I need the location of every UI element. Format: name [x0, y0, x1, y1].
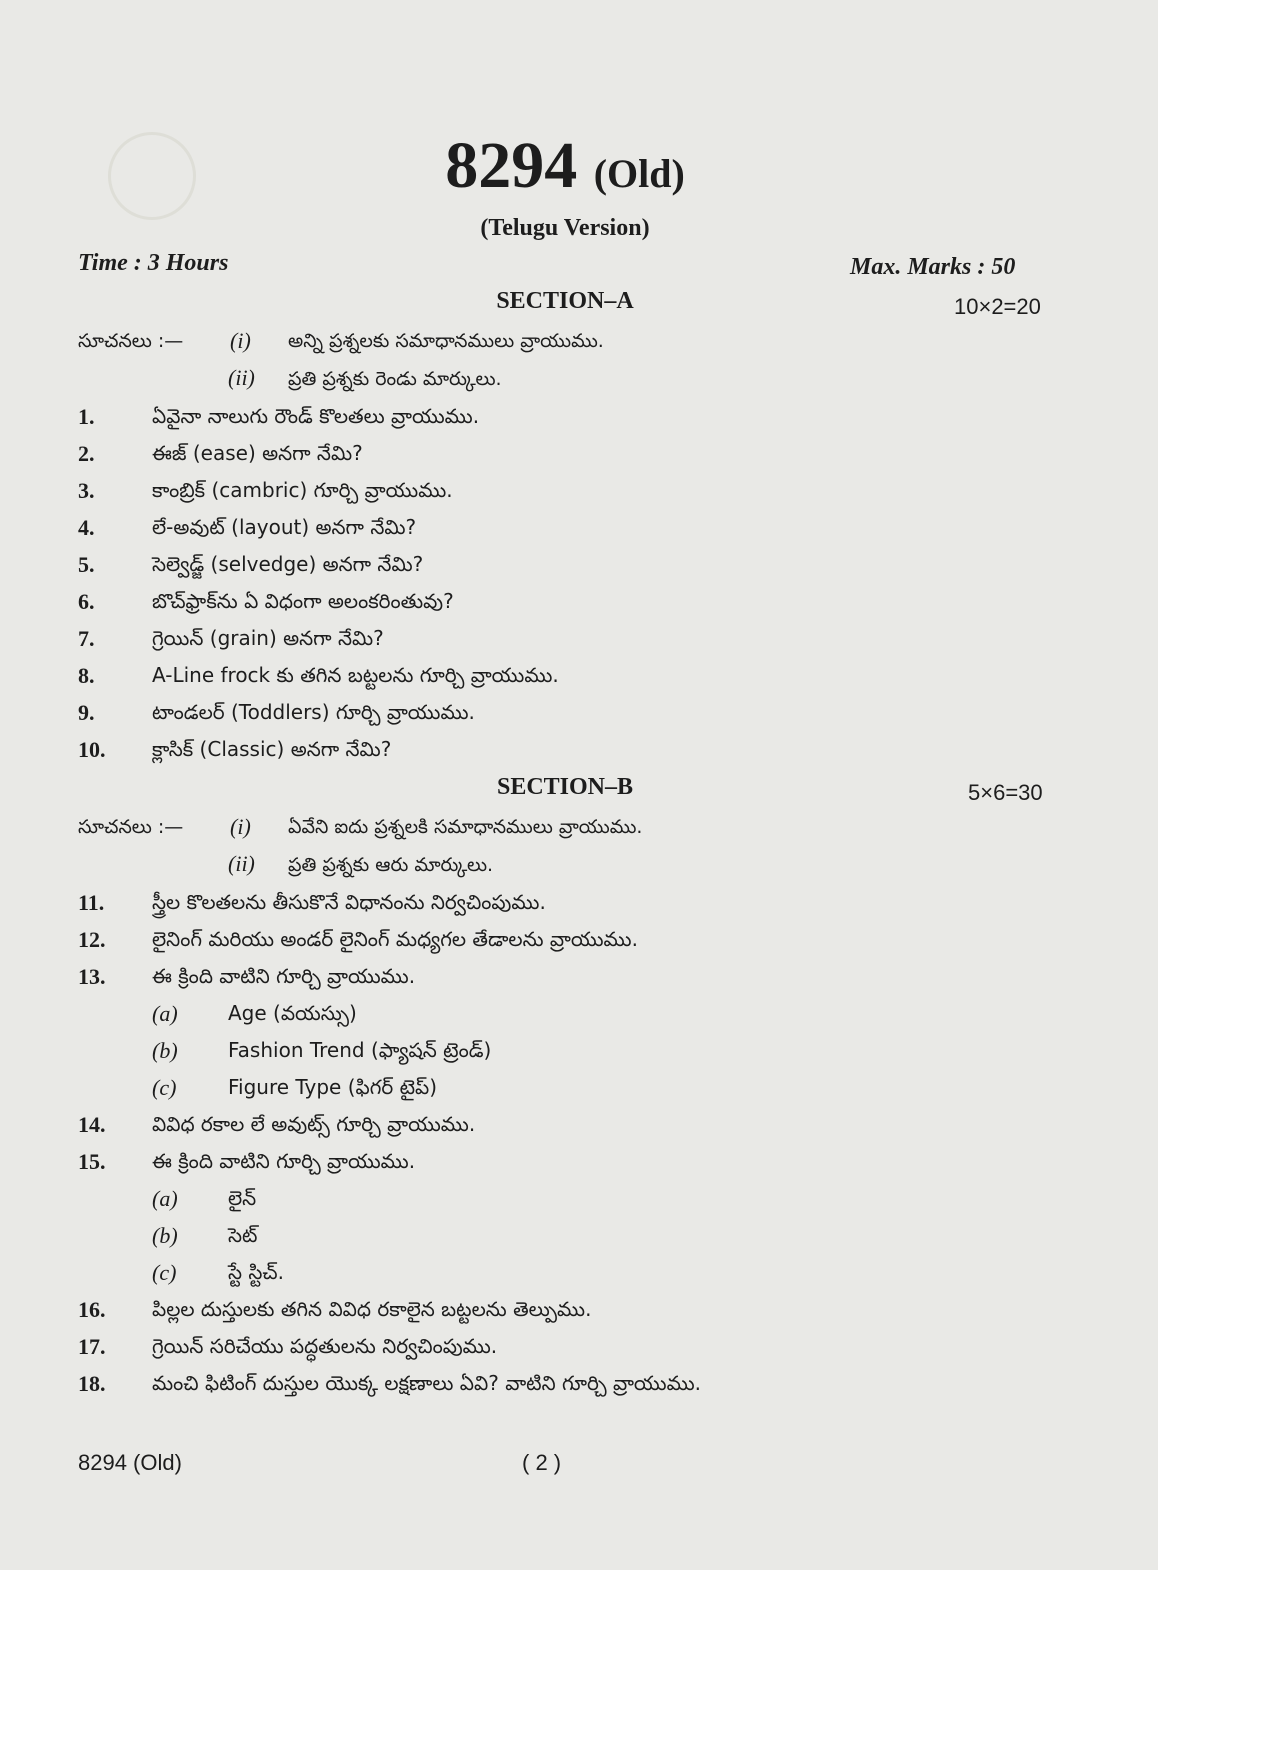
question-number: 3. [78, 478, 95, 503]
sub-question-text: Age (వయస్సు) [228, 1001, 357, 1025]
paper-code [0, 128, 1130, 204]
question-text: కాంబ్రిక్ (cambric) గూర్చి వ్రాయుము. [152, 478, 453, 502]
question-text: లే-అవుట్ (layout) అనగా నేమి? [152, 515, 417, 539]
question-number: 6. [78, 589, 95, 614]
question-text: క్లాసిక్ (Classic) అనగా నేమి? [152, 737, 392, 761]
section-b-marks: 5×6=30 [968, 780, 1043, 805]
sub-question-text: Fashion Trend (ఫ్యాషన్ ట్రెండ్) [228, 1038, 492, 1062]
question-number: 7. [78, 626, 95, 651]
sub-question-label: (c) [152, 1260, 177, 1285]
question-text: ఈజ్ (ease) అనగా నేమి? [152, 441, 363, 465]
section-b-instruction-num: (ii) [228, 851, 255, 876]
sub-question-label: (c) [152, 1075, 177, 1100]
sub-question-label: (b) [152, 1223, 178, 1248]
question-text: A-Line frock కు తగిన బట్టలను గూర్చి వ్రాయుము. [152, 663, 559, 687]
section-a-marks: 10×2=20 [954, 294, 1041, 319]
max-marks-label: Max. Marks : 50 [850, 254, 1016, 280]
question-number: 14. [78, 1112, 106, 1137]
question-number: 11. [78, 890, 105, 915]
section-a-instruction-text: ప్రతి ప్రశ్నకు రెండు మార్కులు. [288, 368, 502, 390]
section-b-instruction-num: (i) [230, 814, 251, 839]
question-number: 4. [78, 515, 95, 540]
question-text: గ్రెయిన్ సరిచేయు పద్ధతులను నిర్వచింపుము. [152, 1334, 498, 1358]
question-number: 8. [78, 663, 95, 688]
section-b-instruction-label: సూచనలు :— [78, 816, 184, 838]
paper-code-number: 8294 [445, 129, 578, 202]
question-text: బొచ్‌ఫ్రాక్‌ను ఏ విధంగా అలంకరింతువు? [152, 589, 454, 613]
page-number: ( 2 ) [522, 1450, 562, 1475]
question-text: లైనింగ్ మరియు అండర్ లైనింగ్ మధ్యగల తేడాలను వ్రాయుము. [152, 927, 638, 951]
sub-question-label: (a) [152, 1001, 178, 1026]
section-b-instruction-text: ప్రతి ప్రశ్నకు ఆరు మార్కులు. [288, 854, 494, 876]
question-number: 15. [78, 1149, 106, 1174]
question-number: 5. [78, 552, 95, 577]
question-number: 13. [78, 964, 106, 989]
question-number: 18. [78, 1371, 106, 1396]
sub-question-label: (b) [152, 1038, 178, 1063]
question-number: 17. [78, 1334, 106, 1359]
question-number: 2. [78, 441, 95, 466]
question-text: సెల్వెడ్జ్ (selvedge) అనగా నేమి? [152, 552, 424, 576]
sub-question-text: సెట్ [228, 1223, 258, 1247]
question-number: 12. [78, 927, 106, 952]
section-a-instruction-label: సూచనలు :— [78, 330, 184, 352]
question-text: ఏవైనా నాలుగు రౌండ్ కొలతలు వ్రాయుము. [152, 404, 480, 428]
question-text: ఈ క్రింది వాటిని గూర్చి వ్రాయుము. [152, 1149, 416, 1173]
section-b-title: SECTION–B [496, 774, 634, 800]
version-label: (Telugu Version) [480, 215, 650, 241]
question-text: మంచి ఫిటింగ్ దుస్తుల యొక్క లక్షణాలు ఏవి? వాటిని గూర్చి వ్రాయుము. [152, 1371, 702, 1395]
section-a-title: SECTION–A [496, 288, 634, 314]
section-a-instruction-num: (i) [230, 328, 251, 353]
sub-question-text: స్టే స్టిచ్. [228, 1260, 284, 1284]
question-text: ఈ క్రింది వాటిని గూర్చి వ్రాయుము. [152, 964, 416, 988]
question-text: పిల్లల దుస్తులకు తగిన వివిధ రకాలైన బట్టలను తెల్పుము. [152, 1297, 592, 1321]
time-label: Time : 3 Hours [78, 250, 229, 276]
paper-code-variant: (Old) [593, 151, 685, 196]
footer-code: 8294 (Old) [78, 1450, 182, 1475]
question-number: 16. [78, 1297, 106, 1322]
section-a-instruction-text: అన్ని ప్రశ్నలకు సమాధానములు వ్రాయుము. [288, 330, 604, 352]
section-b-instruction-text: ఏవేని ఐదు ప్రశ్నలకి సమాధానములు వ్రాయుము. [288, 816, 643, 838]
question-text: గ్రెయిన్ (grain) అనగా నేమి? [152, 626, 384, 650]
question-number: 9. [78, 700, 95, 725]
sub-question-label: (a) [152, 1186, 178, 1211]
section-a-instruction-num: (ii) [228, 365, 255, 390]
sub-question-text: Figure Type (ఫిగర్ టైప్) [228, 1075, 438, 1099]
question-number: 1. [78, 404, 95, 429]
question-text: టాండలర్ (Toddlers) గూర్చి వ్రాయుము. [152, 700, 475, 724]
sub-question-text: లైన్ [228, 1186, 257, 1210]
question-number: 10. [78, 737, 106, 762]
question-text: వివిధ రకాల లే అవుట్స్ గూర్చి వ్రాయుము. [152, 1112, 476, 1136]
question-text: స్త్రీల కొలతలను తీసుకొనే విధానంను నిర్వచింపుము. [152, 890, 546, 914]
